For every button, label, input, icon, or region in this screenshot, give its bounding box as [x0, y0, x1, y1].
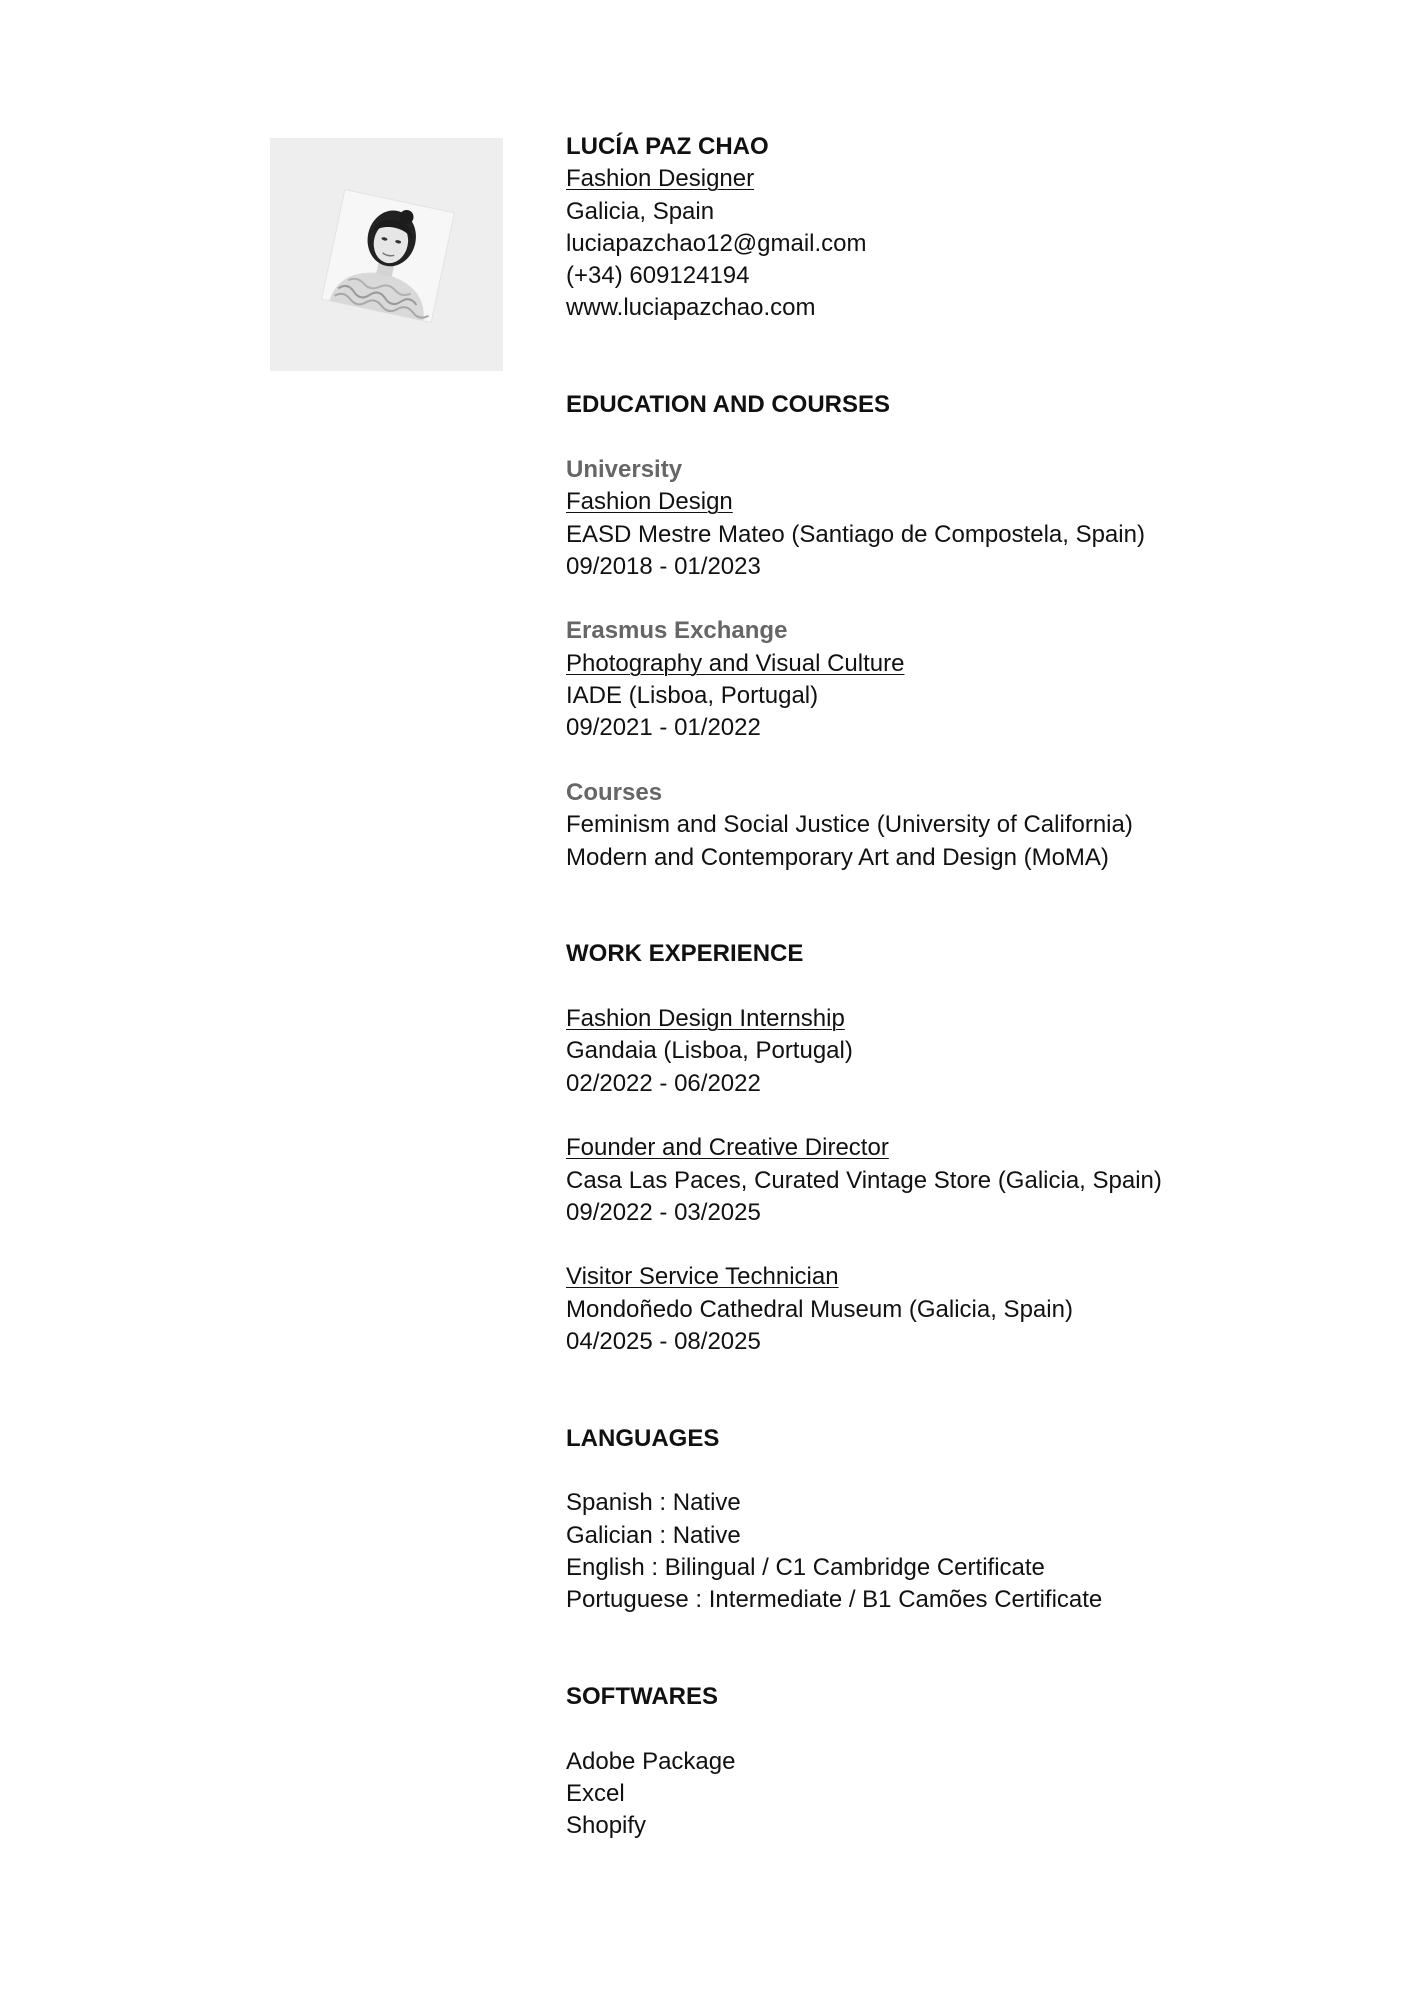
job-place: Casa Las Paces, Curated Vintage Store (Galicia, Spain)	[566, 1166, 1162, 1194]
university-dates: 09/2018 - 01/2023	[566, 552, 761, 580]
job-dates: 04/2025 - 08/2025	[566, 1327, 761, 1355]
erasmus-label: Erasmus Exchange	[566, 617, 788, 645]
job-dates: 02/2022 - 06/2022	[566, 1069, 761, 1097]
course-item: Modern and Contemporary Art and Design (MoMA)	[566, 843, 1109, 871]
language-item: Spanish : Native	[566, 1489, 741, 1517]
language-item: Galician : Native	[566, 1521, 741, 1549]
software-item: Excel	[566, 1780, 625, 1808]
job-title: Founder and Creative Director	[566, 1134, 889, 1162]
software-item: Shopify	[566, 1812, 647, 1840]
erasmus-program: Photography and Visual Culture	[566, 649, 905, 677]
candidate-name: LUCÍA PAZ CHAO	[566, 133, 769, 160]
erasmus-institution: IADE (Lisboa, Portugal)	[566, 682, 819, 710]
portrait-image	[270, 138, 503, 371]
candidate-role: Fashion Designer	[566, 165, 755, 193]
softwares-heading: SOFTWARES	[566, 1683, 719, 1711]
resume-content	[566, 131, 1346, 1843]
software-item: Adobe Package	[566, 1747, 736, 1775]
university-institution: EASD Mestre Mateo (Santiago de Compostela, Spain)	[566, 520, 1145, 548]
job-place: Mondoñedo Cathedral Museum (Galicia, Spain)	[566, 1295, 1073, 1323]
education-heading: EDUCATION AND COURSES	[566, 391, 891, 419]
university-label: University	[566, 455, 683, 483]
courses-label: Courses	[566, 778, 663, 806]
job-title: Visitor Service Technician	[566, 1263, 839, 1291]
profile-photo	[270, 138, 503, 371]
job-title: Fashion Design Internship	[566, 1005, 845, 1033]
candidate-email[interactable]: luciapazchao12@gmail.com	[566, 229, 867, 257]
languages-heading: LANGUAGES	[566, 1424, 720, 1452]
candidate-website[interactable]: www.luciapazchao.com	[566, 294, 816, 322]
job-place: Gandaia (Lisboa, Portugal)	[566, 1037, 853, 1065]
language-item: Portuguese : Intermediate / B1 Camões Certificate	[566, 1586, 1103, 1614]
job-dates: 09/2022 - 03/2025	[566, 1198, 761, 1226]
language-item: English : Bilingual / C1 Cambridge Certificate	[566, 1554, 1045, 1582]
candidate-location: Galicia, Spain	[566, 197, 715, 225]
candidate-phone: (+34) 609124194	[566, 262, 750, 290]
work-heading: WORK EXPERIENCE	[566, 940, 804, 968]
course-item: Feminism and Social Justice (University of California)	[566, 811, 1133, 839]
university-program: Fashion Design	[566, 488, 733, 516]
erasmus-dates: 09/2021 - 01/2022	[566, 714, 761, 742]
